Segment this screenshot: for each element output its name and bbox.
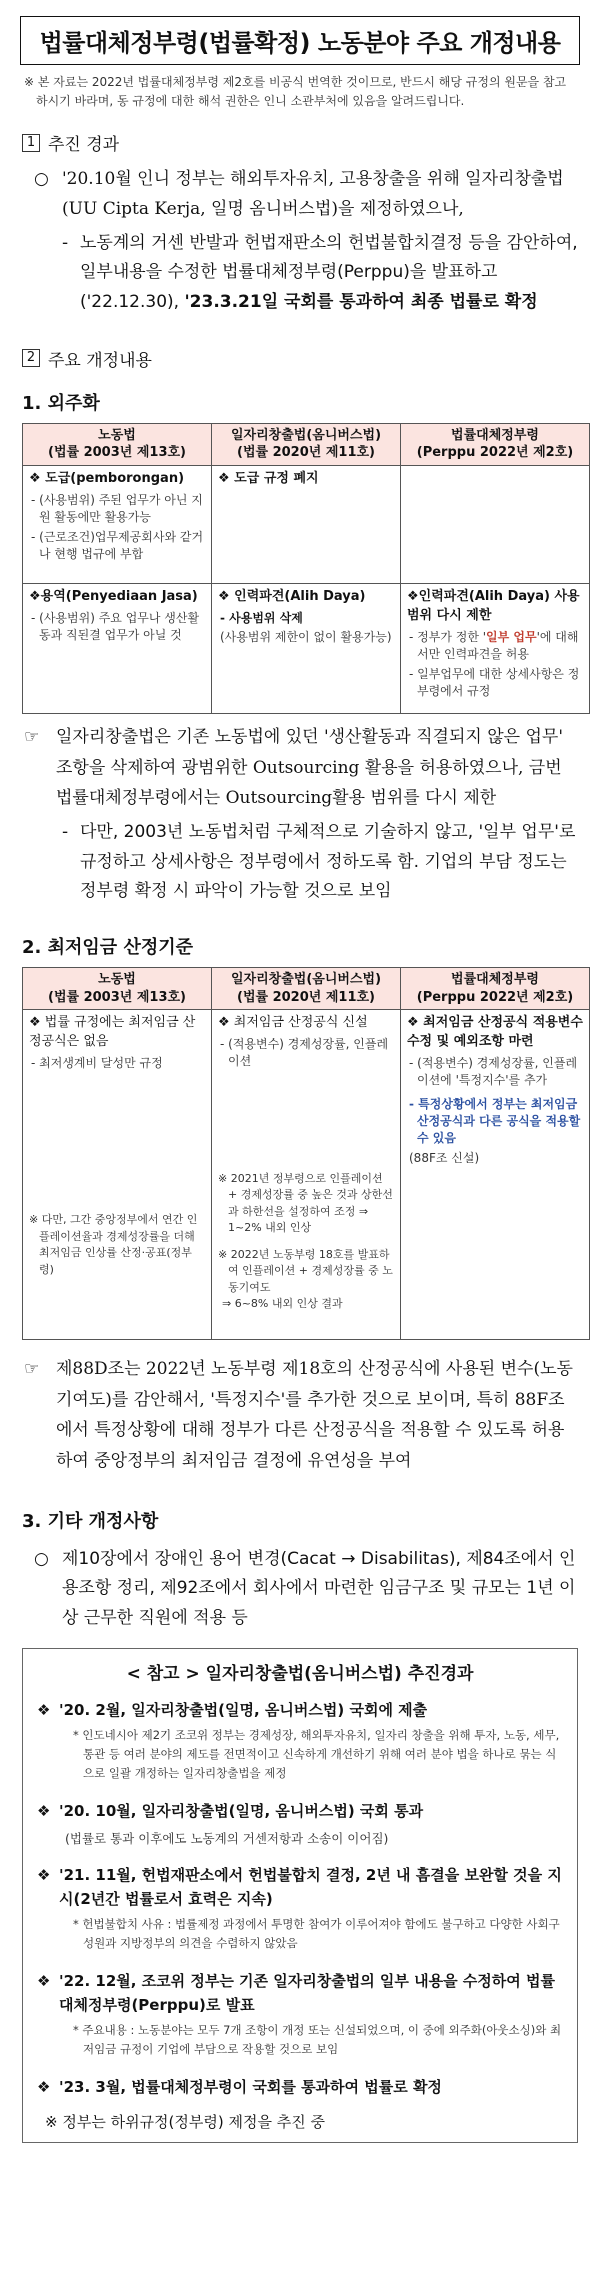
document-title: 법률대체정부령(법률확정) 노동분야 주요 개정내용 (20, 16, 580, 65)
progress-text-2a: 노동계의 거센 반발과 헌법재판소의 헌법불합치결정 등을 감안하여, 일부내용을 수정한 법률대체정부령(Perppu)을 발표하고('22.12.30), (80, 232, 578, 313)
cell-contracting: ❖ 도급(pemborongan) - (사용범위) 주된 업무가 아닌 지원 활동에만 활용가능 - (근로조건)업무제공회사와 같거나 현행 법규에 부합 (23, 466, 212, 584)
table-row (23, 584, 590, 714)
cell-minwage-perppu: ❖ 최저임금 산정공식 적용변수 수정 및 예외조항 마련 - (적용변수) 경제성장률, 인플레이션에 '특정지수'를 추가 - 특정상황에서 정부는 최저임금 산정공식과 다른 공식을 적용할 수 있음 (88F조 신설) (401, 1010, 590, 1340)
list-item: - 최저생계비 달성만 규정 (31, 1055, 163, 1070)
minwage-analysis (24, 1354, 576, 1476)
list-item: - (근로조건)업무제공회사와 같거나 현행 법규에 부합 (31, 529, 204, 562)
reference-sub-note: * 주요내용 : 노동분야는 모두 7개 조항이 개정 또는 신설되었으며, 이 중에 외주화(아웃소싱)와 최저임금 규정이 기업에 부담으로 작용할 것으로 보임 (73, 2022, 562, 2056)
minwage-note: ※ 2022년 노동부령 18호를 발표하여 인플레이션 + 경제성장률 중 노동기여도 (218, 1247, 393, 1294)
cell-dispatch-omnibus: ❖ 인력파견(Alih Daya) - 사용범위 삭제 (사용범위 제한이 없이 활용가능) (212, 584, 401, 714)
list-item: ❖ '20. 10월, 일자리창출법(일명, 옴니버스법) 국회 통과 (37, 1799, 563, 1823)
progress-text-2b: '23.3.21일 국회를 통과하여 최종 법률로 확정 (184, 292, 538, 313)
outsourcing-analysis-text: 일자리창출법은 기존 노동법에 있던 '생산활동과 직결되지 않은 업무' 조항을 삭제하여 광범위한 Outsourcing 활용을 허용하였으나, 금번 법률대체정부령에서는 Outsourcing활용 범위를 다시 제한 (56, 727, 563, 809)
list-item: - (사용범위) 주요 업무나 생산활동과 직된결 업무가 아닐 것 (31, 610, 200, 643)
table-row (23, 466, 590, 584)
circle-bullet-icon: ○ (34, 169, 49, 190)
progress-text-2 (80, 229, 578, 318)
list-item: - 특정상황에서 정부는 최저임금 산정공식과 다른 공식을 적용할 수 있음 (409, 1096, 581, 1146)
reference-title: < 참고 > 일자리창출법(옴니버스법) 추진경과 (126, 1663, 474, 1684)
progress-paragraph-2 (62, 229, 578, 318)
section-1-number: 1 (22, 134, 40, 152)
minwage-note: ※ 다만, 그간 중앙정부에서 연간 인플레이션율과 경제성장률을 더해 최저임금 인상률 산정·공표(정부령) (29, 1213, 198, 1276)
reference-sub-note: * 인도네시아 제2기 조코위 정부는 경제성장, 해외투자유치, 일자리 창출을 위해 투자, 노동, 세무, 통관 등 여러 분야의 제도를 전면적이고 신속하게 개선하기 위해 여러 분야 법을 하나로 묶는 식으로 일괄 개정하는 일자리창출법을 제정 (73, 1727, 560, 1780)
section-1-title: 추진 경과 (48, 135, 120, 156)
col-header-labor-law: 노동법 (법률 2003년 제13호) (23, 968, 212, 1010)
cell-contracting-abolished: ❖ 도급 규정 폐지 (212, 466, 401, 584)
list-item: ❖ '22. 12월, 조코위 정부는 기존 일자리창출법의 일부 내용을 수정하여 법률대체정부령(Perppu)로 발표 (37, 1969, 563, 2017)
list-item: - (사용범위) 주된 업무가 아닌 지원 활동에만 활용가능 (31, 492, 203, 525)
table-header-row (23, 968, 590, 1010)
cell-service-provision: ❖용역(Penyediaan Jasa) - (사용범위) 주요 업무나 생산활동과 직된결 업무가 아닐 것 (23, 584, 212, 714)
outsourcing-heading: 1. 외주화 (22, 392, 100, 414)
list-item: (사용범위 제한이 없이 활용가능) (220, 630, 392, 645)
other-heading: 3. 기타 개정사항 (22, 1510, 159, 1532)
diamond-bullet-icon: ❖ (37, 1865, 51, 1884)
pointing-hand-icon: ☞ (24, 1359, 40, 1380)
table-header-row (23, 423, 590, 465)
section-2-number: 2 (22, 349, 40, 367)
col-header-perppu: 법률대체정부령 (Perppu 2022년 제2호) (401, 423, 590, 465)
cell-minwage-labor-law: ❖ 법률 규정에는 최저임금 산정공식은 없음 - 최저생계비 달성만 규정 ※ 다만, 그간 중앙정부에서 연간 인플레이션율과 경제성장률을 더해 최저임금 인상률 산정·공표(정부령) (23, 1010, 212, 1340)
list-item: ❖ '20. 2월, 일자리창출법(일명, 옴니버스법) 국회에 제출 (37, 1698, 563, 1722)
diamond-bullet-icon: ❖ (37, 1801, 51, 1820)
pointing-hand-icon: ☞ (24, 727, 40, 748)
section-1-header (22, 130, 586, 155)
minwage-note: ※ 2021년 정부령으로 인플레이션 + 경제성장률 중 높은 것과 상한선과 하한선을 설정하여 조정 ⇒ 1~2% 내외 인상 (218, 1171, 393, 1235)
section-2-title: 주요 개정내용 (48, 350, 152, 371)
reference-box (22, 1648, 578, 2143)
list-item: ❖ '21. 11월, 헌법재판소에서 헌법불합치 결정, 2년 내 흠결을 보완할 것을 지시(2년간 법률로서 효력은 지속) (37, 1863, 563, 1911)
progress-paragraph-1 (34, 165, 578, 225)
reference-end-note: ※ 정부는 하위규정(정부령) 제정을 추진 중 (45, 2112, 325, 2131)
col-header-labor-law: 노동법 (법률 2003년 제13호) (23, 423, 212, 465)
other-paragraph (34, 1545, 578, 1634)
disclaimer-notice: ※ 본 자료는 2022년 법률대체정부령 제2호를 비공식 번역한 것이므로, 반드시 해당 규정의 원문을 참고하시기 바라며, 동 규정에 대한 해석 권한은 인니 소관부처에 있음을 알려드립니다. (24, 75, 567, 108)
dash-bullet-icon: - (62, 232, 69, 253)
reference-sub-note: * 헌법불합치 사유 : 법률제정 과정에서 투명한 참여가 이루어져야 함에도 불구하고 다양한 사회구성원과 지방정부의 의견을 수렴하지 않았음 (73, 1916, 560, 1950)
list-item: (88F조 신설) (409, 1150, 480, 1165)
outsourcing-analysis-1 (24, 722, 576, 814)
section-2-header (22, 346, 586, 371)
list-item: - 정부가 정한 '일부 업무'에 대해서만 인력파견을 허용 (409, 629, 579, 662)
progress-text-1: '20.10월 인니 정부는 해외투자유치, 고용창출을 위해 일자리창출법(UU Cipta Kerja, 일명 옴니버스법)을 제정하였으나, (62, 169, 564, 219)
reference-sub-note: (법률로 통과 이후에도 노동계의 거센저항과 소송이 이어짐) (65, 1830, 389, 1846)
list-item: - 일부업무에 대한 상세사항은 정부령에서 규정 (409, 666, 580, 698)
table-row (23, 1010, 590, 1340)
col-header-perppu: 법률대체정부령 (Perppu 2022년 제2호) (401, 968, 590, 1010)
circle-bullet-icon: ○ (34, 1548, 49, 1569)
cell-minwage-omnibus: ❖ 최저임금 산정공식 신설 - (적용변수) 경제성장률, 인플레이션 ※ 2021년 정부령으로 인플레이션 + 경제성장률 중 높은 것과 상한선과 하한선을 설정하여 조정 ⇒ 1~2% 내외 인상 ※ 2022년 노동부령 18호를 발표하여 인플레이션 + 경제성장률 중 노동기여도 ⇒ 6~8% 내외 인상 결과 (212, 1010, 401, 1340)
list-item: ❖ '23. 3월, 법률대체정부령이 국회를 통과하여 법률로 확정 (37, 2075, 563, 2099)
minwage-note: ⇒ 6~8% 내외 인상 결과 (222, 1297, 343, 1311)
list-item: - 사용범위 삭제 (220, 610, 303, 625)
list-item: - (적용변수) 경제성장률, 인플레이션 (220, 1037, 389, 1069)
diamond-bullet-icon: ❖ (37, 2077, 51, 2096)
minwage-heading: 2. 최저임금 산정기준 (22, 937, 193, 959)
col-header-omnibus: 일자리창출법(옴니버스법) (법률 2020년 제11호) (212, 423, 401, 465)
outsourcing-table (22, 423, 590, 714)
minwage-analysis-text: 제88D조는 2022년 노동부령 제18호의 산정공식에 사용된 변수(노동기여도)를 감안해서, '특정지수'를 추가한 것으로 보이며, 특히 88F조에서 특정상황에 대해 정부가 다른 산정공식을 적용할 수 있도록 허용하여 중앙정부의 최저임금 결정에 유연성을 부여 (56, 1359, 573, 1471)
outsourcing-analysis-2 (62, 818, 578, 907)
list-item: - (적용변수) 경제성장률, 인플레이션에 '특정지수'를 추가 (409, 1055, 578, 1088)
diamond-bullet-icon: ❖ (37, 1971, 51, 1990)
diamond-bullet-icon: ❖ (37, 1700, 51, 1719)
other-text: 제10장에서 장애인 용어 변경(Cacat → Disabilitas), 제84조에서 인용조항 정리, 제92조에서 회사에서 마련한 임금구조 및 규모는 1년 이상 근무한 직원에 적용 등 (62, 1548, 576, 1629)
col-header-omnibus: 일자리창출법(옴니버스법) (법률 2020년 제11호) (212, 968, 401, 1010)
minwage-table (22, 967, 590, 1340)
outsourcing-analysis-text-2: 다만, 2003년 노동법처럼 구체적으로 기술하지 않고, '일부 업무'로 규정하고 상세사항은 정부령에서 정하도록 함. 기업의 부담 정도는 정부령 확정 시 파악이 가능할 것으로 보임 (80, 821, 576, 902)
cell-dispatch-perppu: ❖인력파견(Alih Daya) 사용범위 다시 제한 - 정부가 정한 '일부 업무'에 대해서만 인력파견을 허용 - 일부업무에 대한 상세사항은 정부령에서 규정 (401, 584, 590, 714)
cell-empty (401, 466, 590, 584)
dash-bullet-icon: - (62, 821, 69, 842)
